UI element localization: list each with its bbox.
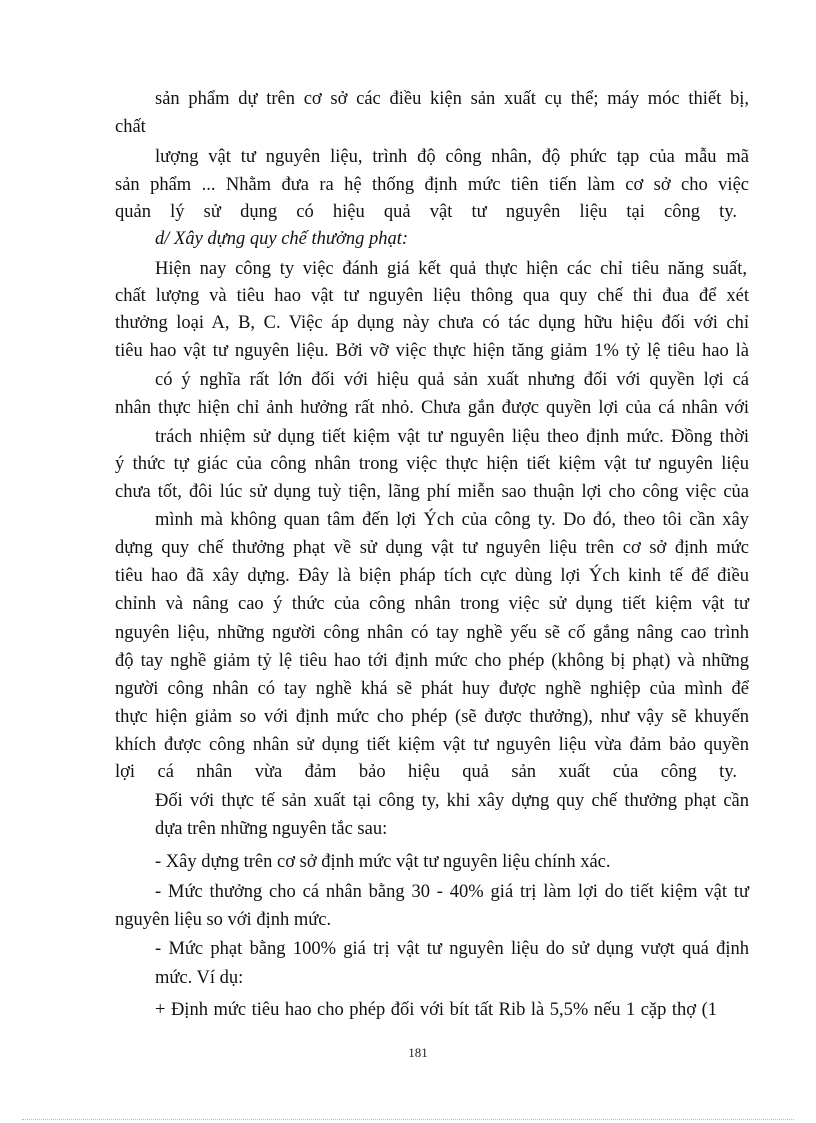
- text-line: chất: [115, 117, 146, 137]
- text-line: chưa tốt, đôi lúc sử dụng tuỳ tiện, lãng phí miễn sao thuận lợi cho công việc của: [115, 482, 749, 502]
- text-line: lượng vật tư nguyên liệu, trình độ công nhân, độ phức tạp của mẫu mã: [155, 147, 749, 167]
- text-line: độ tay nghề giảm tỷ lệ tiêu hao tới định mức cho phép (không bị phạt) và những: [115, 651, 749, 671]
- list-item: + Định mức tiêu hao cho phép đối với bít tất Rib là 5,5% nếu 1 cặp thợ (1: [155, 1000, 717, 1020]
- text-line: mình mà không quan tâm đến lợi Ých của công ty. Do đó, theo tôi cần xây: [155, 510, 749, 530]
- text-line: chất lượng và tiêu hao vật tư nguyên liệu thông qua quy chế thi đua để xét: [115, 286, 749, 306]
- list-item: - Xây dựng trên cơ sở định mức vật tư nguyên liệu chính xác.: [155, 852, 611, 872]
- text-line: tiêu hao đã xây dựng. Đây là biện pháp tích cực dùng lợi Ých kinh tế để điều: [115, 566, 749, 586]
- text-line: Đối với thực tế sản xuất tại công ty, khi xây dựng quy chế thưởng phạt cần: [155, 791, 749, 811]
- text-line: mức. Ví dụ:: [155, 968, 244, 988]
- text-line: dựa trên những nguyên tắc sau:: [155, 819, 388, 839]
- text-line: nguyên liệu, những người công nhân có tay nghề yếu sẽ cố gắng nâng cao trình: [115, 623, 749, 643]
- text-line: lợi cá nhân vừa đảm bảo hiệu quả sản xuất của công ty.: [115, 762, 737, 782]
- text-line: sản phẩm ... Nhằm đưa ra hệ thống định mức tiên tiến làm cơ sở cho việc: [115, 175, 749, 195]
- text-line: trách nhiệm sử dụng tiết kiệm vật tư nguyên liệu theo định mức. Đồng thời: [155, 427, 749, 447]
- text-line: quản lý sử dụng có hiệu quả vật tư nguyên liệu tại công ty.: [115, 202, 737, 222]
- text-line: người công nhân có tay nghề khá sẽ phát huy được nghề nghiệp của mình để: [115, 679, 749, 699]
- text-line: thưởng loại A, B, C. Việc áp dụng này chưa có tác dụng hữu hiệu đối với chỉ: [115, 313, 749, 333]
- list-item: - Mức phạt bằng 100% giá trị vật tư nguyên liệu do sử dụng vượt quá định: [155, 939, 749, 959]
- text-line: có ý nghĩa rất lớn đối với hiệu quả sản xuất nhưng đối với quyền lợi cá: [155, 370, 749, 390]
- text-line: Hiện nay công ty việc đánh giá kết quả thực hiện các chỉ tiêu năng suất,: [155, 259, 747, 279]
- text-line: sản phẩm dự trên cơ sở các điều kiện sản xuất cụ thể; máy móc thiết bị,: [155, 89, 749, 109]
- text-line: nhân thực hiện chỉ ảnh hưởng rất nhỏ. Chưa gắn được quyền lợi của cá nhân với: [115, 398, 749, 418]
- text-line: nguyên liệu so với định mức.: [115, 910, 332, 930]
- text-line: thực hiện giảm so với định mức cho phép (sẽ được thưởng), như vậy sẽ khuyến: [115, 707, 749, 727]
- list-item: - Mức thưởng cho cá nhân bằng 30 - 40% giá trị làm lợi do tiết kiệm vật tư: [155, 882, 749, 902]
- text-line: chỉnh và nâng cao ý thức của công nhân trong việc sử dụng tiết kiệm vật tư: [115, 594, 749, 614]
- text-line: dựng quy chế thưởng phạt về sử dụng vật tư nguyên liệu trên cơ sở định mức: [115, 538, 749, 558]
- text-line: khích được công nhân sử dụng tiết kiệm vật tư nguyên liệu vừa đảm bảo quyền: [115, 735, 749, 755]
- page-number: 181: [408, 1045, 428, 1060]
- text-line: tiêu hao vật tư nguyên liệu. Bởi vỡ việc thực hiện tăng giảm 1% tỷ lệ tiêu hao là: [115, 341, 749, 361]
- page-bottom-divider: [22, 1119, 794, 1120]
- section-heading: d/ Xây dựng quy chế thưởng phạt:: [155, 229, 409, 249]
- text-line: ý thức tự giác của công nhân trong việc thực hiện tiết kiệm vật tư nguyên liệu: [115, 454, 749, 474]
